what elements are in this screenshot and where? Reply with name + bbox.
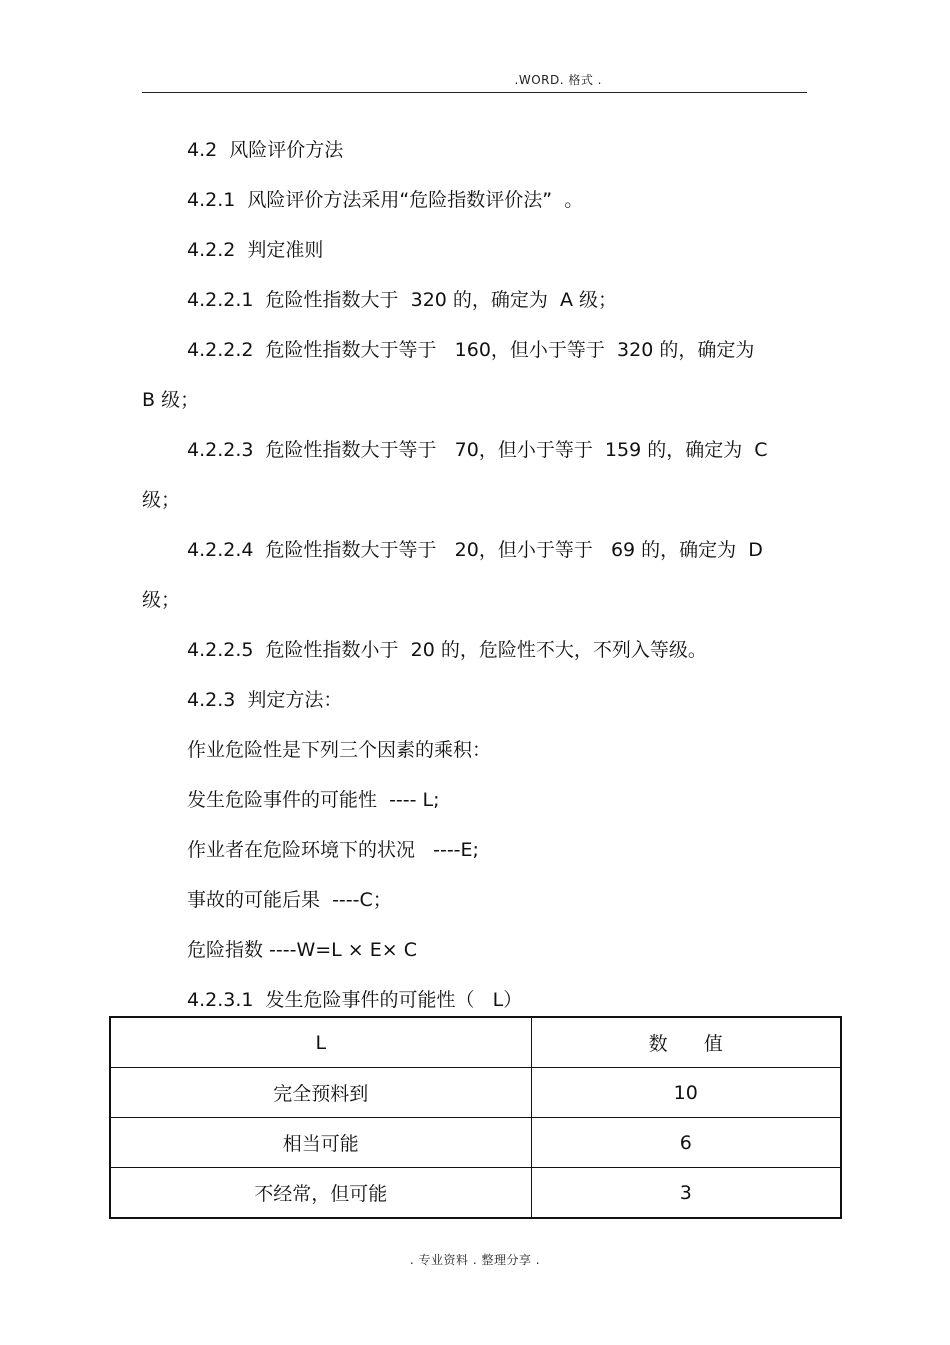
section-heading-4-2-2: 4.2.2 判定准则 [187,239,324,261]
criterion-c-line1: 4.2.2.3 危险性指数大于等于 70，但小于等于 159 的，确定为 C [187,439,768,461]
paragraph-4-2-1: 4.2.1 风险评价方法采用“危险指数评价法” 。 [187,189,584,211]
table-row [110,1118,841,1168]
factor-c: 事故的可能后果 ----C； [187,889,392,911]
criterion-d-line1: 4.2.2.4 危险性指数大于等于 20，但小于等于 69 的，确定为 D [187,539,763,561]
criterion-b-line1: 4.2.2.2 危险性指数大于等于 160，但小于等于 320 的，确定为 [187,339,755,361]
header-text: .WORD. 格式 . [514,73,602,87]
criterion-b-line2: B 级； [142,389,200,411]
table-cell: 完全预料到 [110,1068,531,1118]
criterion-none: 4.2.2.5 危险性指数小于 20 的，危险性不大，不列入等级。 [187,639,707,661]
criterion-c-line2: 级； [142,489,181,511]
page-header [142,66,807,93]
table-cell: 6 [531,1118,841,1168]
table-cell: 相当可能 [110,1118,531,1168]
factor-l: 发生危险事件的可能性 ---- L; [187,789,440,811]
document-body [142,125,807,1025]
table-header-cell: 数 值 [531,1017,841,1068]
table-cell: 不经常，但可能 [110,1168,531,1219]
section-heading-4-2: 4.2 风险评价方法 [187,139,344,161]
page-footer: . 专业资料 . 整理分享 . [409,1253,541,1267]
table-header-row [110,1017,841,1068]
table-row [110,1168,841,1219]
table-cell: 10 [531,1068,841,1118]
criterion-a: 4.2.2.1 危险性指数大于 320 的，确定为 A 级； [187,289,618,311]
criterion-d-line2: 级； [142,589,181,611]
table-row [110,1068,841,1118]
table-cell: 3 [531,1168,841,1219]
factor-intro: 作业危险性是下列三个因素的乘积： [187,739,492,761]
factor-e: 作业者在危险环境下的状况 ----E; [187,839,479,861]
section-heading-4-2-3: 4.2.3 判定方法： [187,689,343,711]
likelihood-table [109,1016,842,1219]
section-heading-4-2-3-1: 4.2.3.1 发生危险事件的可能性（ L） [187,989,523,1011]
table-header-cell: L [110,1017,531,1068]
formula: 危险指数 ----W=L × E× C [187,939,417,961]
